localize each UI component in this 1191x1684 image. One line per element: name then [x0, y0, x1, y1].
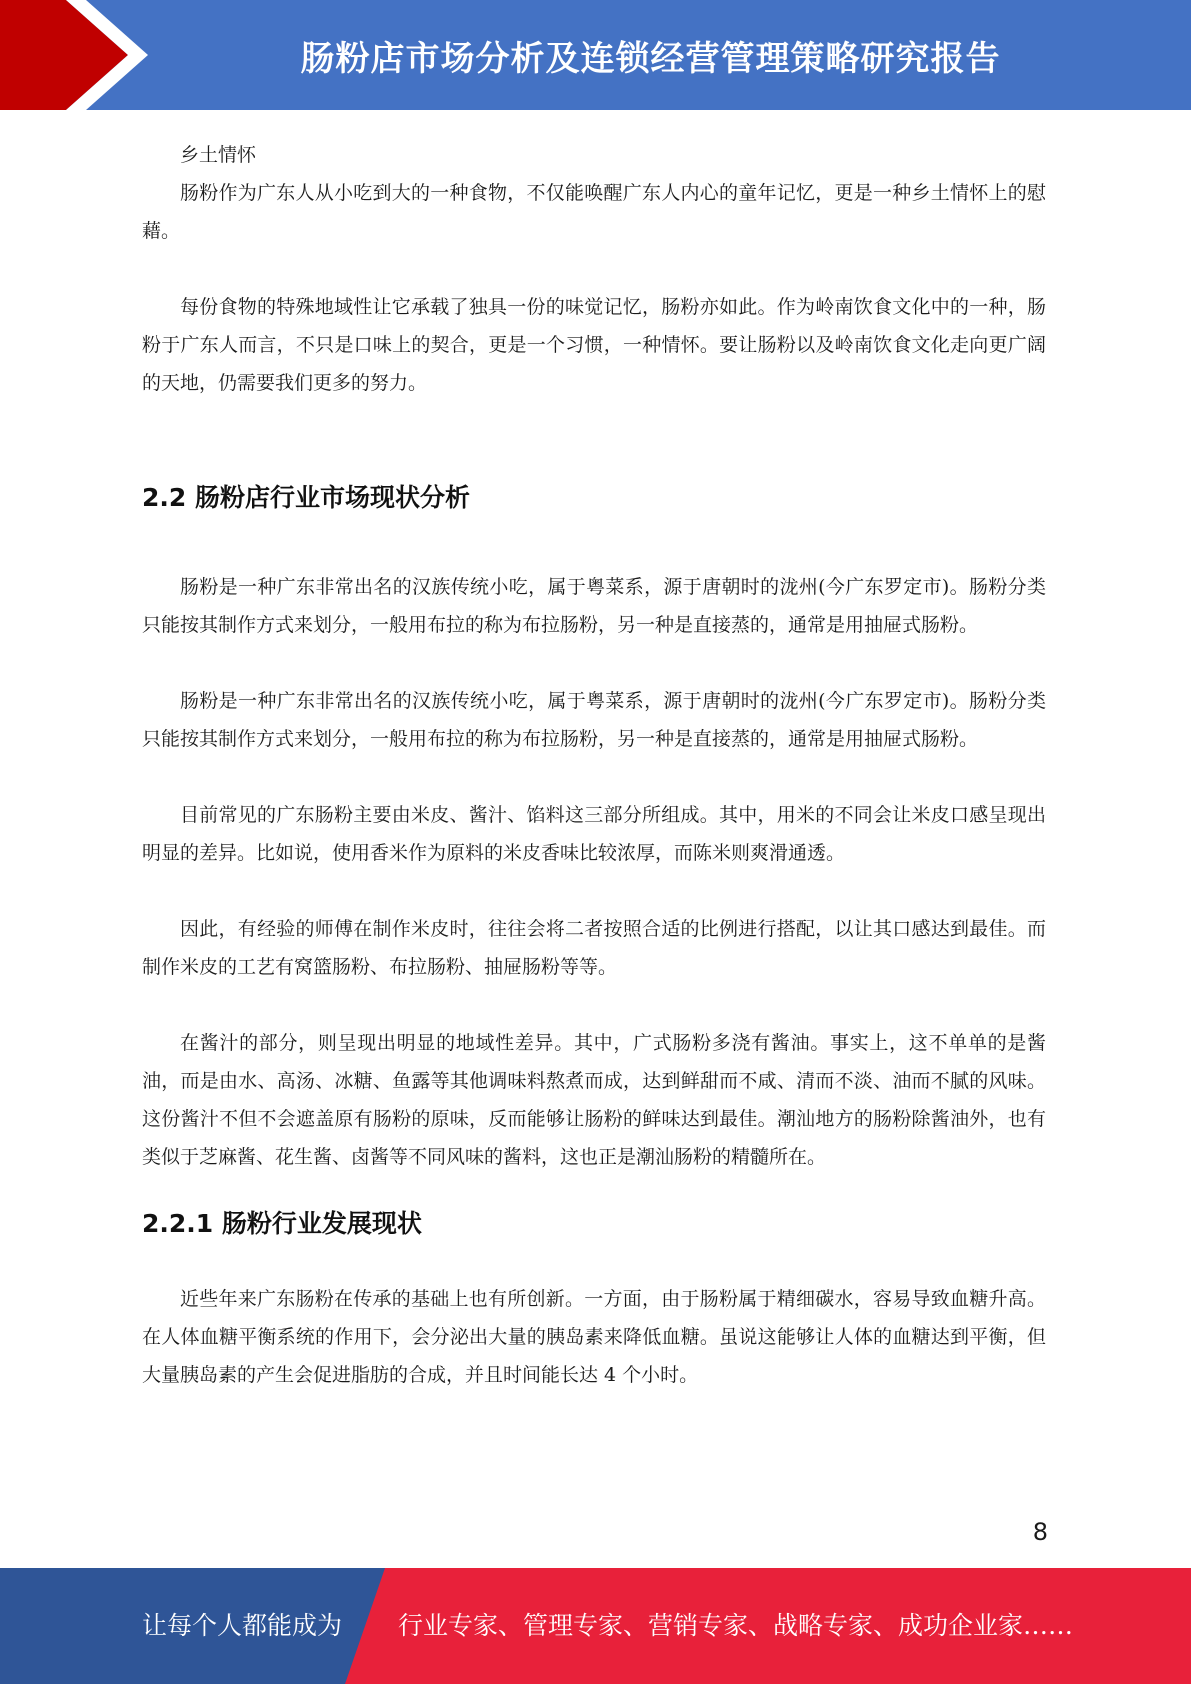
section-heading-2-2-1: 2.2.1 肠粉行业发展现状: [142, 1209, 422, 1238]
section-2-2-1-paragraph-1: 近些年来广东肠粉在传承的基础上也有所创新。一方面，由于肠粉属于精细碳水，容易导致血糖升高。在人体血糖平衡系统的作用下，会分泌出大量的胰岛素来降低血糖。虽说这能够让人体的血糖达到平衡，但大量胰岛素的产生会促进脂肪的合成，并且时间能长达 4 个小时。: [142, 1288, 1046, 1386]
section-2-2-paragraph-2: 肠粉是一种广东非常出名的汉族传统小吃，属于粤菜系，源于唐朝时的泷州(今广东罗定市)。肠粉分类只能按其制作方式来划分，一般用布拉的称为布拉肠粉，另一种是直接蒸的，通常是用抽屉式肠粉。: [142, 690, 1046, 750]
section-2-2-paragraph-4: 因此，有经验的师傅在制作米皮时，往往会将二者按照合适的比例进行搭配，以让其口感达到最佳。而制作米皮的工艺有窝篮肠粉、布拉肠粉、抽屉肠粉等等。: [142, 918, 1046, 978]
page-number: 8: [1032, 1518, 1048, 1546]
section-heading-2-2: 2.2 肠粉店行业市场现状分析: [142, 483, 470, 512]
intro-paragraph-1: 肠粉作为广东人从小吃到大的一种食物，不仅能唤醒广东人内心的童年记忆，更是一种乡土情怀上的慰藉。: [142, 182, 1046, 242]
footer-slogan-right: 行业专家、管理专家、营销专家、战略专家、成功企业家……: [398, 1611, 1074, 1640]
section-2-2-paragraph-1: 肠粉是一种广东非常出名的汉族传统小吃，属于粤菜系，源于唐朝时的泷州(今广东罗定市)。肠粉分类只能按其制作方式来划分，一般用布拉的称为布拉肠粉，另一种是直接蒸的，通常是用抽屉式肠粉。: [142, 576, 1046, 636]
lead-line: 乡土情怀: [180, 144, 257, 166]
document-body: [142, 136, 1046, 1394]
page-footer: [0, 1568, 1191, 1684]
intro-paragraph-2: 每份食物的特殊地域性让它承载了独具一份的味觉记忆，肠粉亦如此。作为岭南饮食文化中的一种，肠粉于广东人而言，不只是口味上的契合，更是一个习惯，一种情怀。要让肠粉以及岭南饮食文化走向更广阔的天地，仍需要我们更多的努力。: [142, 296, 1046, 394]
footer-slogan-left: 让每个人都能成为: [142, 1611, 343, 1640]
section-2-2-paragraph-5: 在酱汁的部分，则呈现出明显的地域性差异。其中，广式肠粉多浇有酱油。事实上，这不单单的是酱油，而是由水、高汤、冰糖、鱼露等其他调味料熬煮而成，达到鲜甜而不咸、清而不淡、油而不腻的风味。这份酱汁不但不会遮盖原有肠粉的原味，反而能够让肠粉的鲜味达到最佳。潮汕地方的肠粉除酱油外，也有类似于芝麻酱、花生酱、卤酱等不同风味的酱料，这也正是潮汕肠粉的精髓所在。: [142, 1032, 1046, 1168]
section-2-2-paragraph-3: 目前常见的广东肠粉主要由米皮、酱汁、馅料这三部分所组成。其中，用米的不同会让米皮口感呈现出明显的差异。比如说，使用香米作为原料的米皮香味比较浓厚，而陈米则爽滑通透。: [142, 804, 1046, 864]
page-header: [0, 0, 1191, 110]
header-title: 肠粉店市场分析及连锁经营管理策略研究报告: [300, 38, 1001, 79]
